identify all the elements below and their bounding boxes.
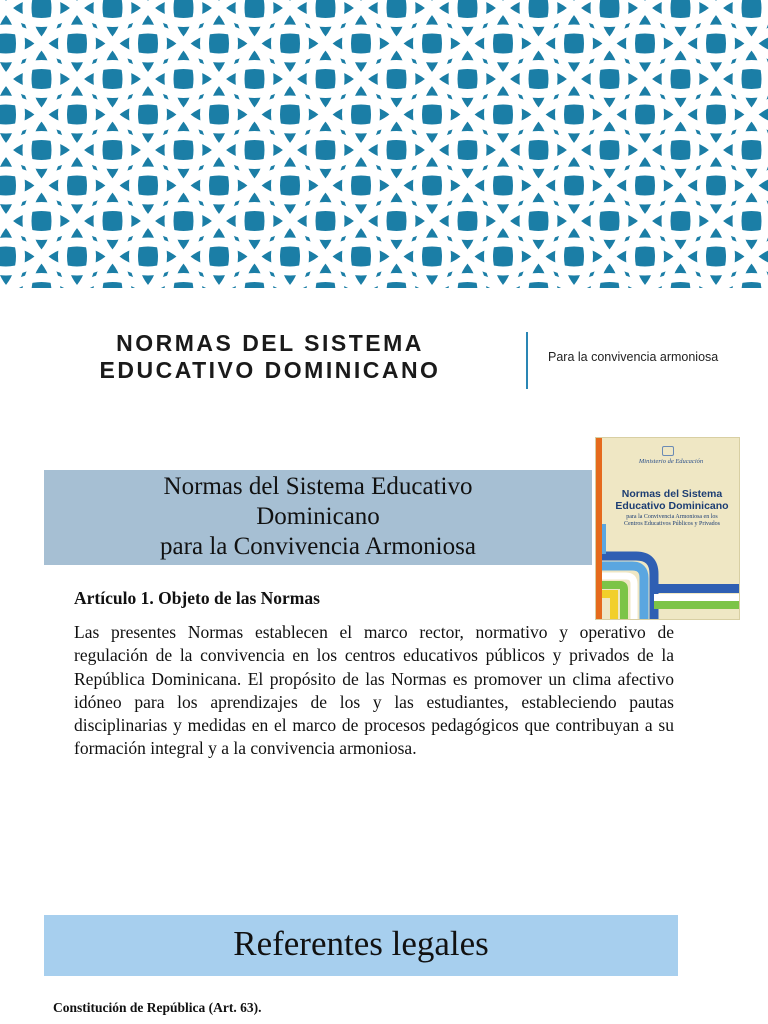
band-title-line-1: Normas del Sistema Educativo xyxy=(163,473,473,500)
band-title-line-2: Dominicano xyxy=(256,503,380,530)
slide-title-line-1: NORMAS DEL SISTEMA xyxy=(116,330,424,356)
cover-left-stripe xyxy=(596,438,602,620)
cover-subtitle-line-2: Centros Educativos Públicos y Privados xyxy=(624,521,720,527)
legal-section-title: Referentes legales xyxy=(233,924,489,963)
cover-title xyxy=(610,488,734,512)
slide-subtitle: Para la convivencia armoniosa xyxy=(548,350,719,364)
cover-subtitle xyxy=(610,514,734,528)
cover-title-line-2: Educativo Dominicano xyxy=(615,500,729,512)
article-heading: Artículo 1. Objeto de las Normas xyxy=(74,588,320,608)
crest-icon xyxy=(662,446,674,456)
band-title xyxy=(44,472,592,562)
decorative-pattern-header xyxy=(0,0,768,288)
article-body: Las presentes Normas establecen el marco rector, normativo y operativo de regulación de la convivencia en los centros educativos públicos y privados de la República Dominicana. El propósito de las Normas es promover un clima afectivo idóneo para los aprendizajes de los y las estudiantes, estableciendo pautas disciplinarias y medidas en el marco de procesos pedagógicos que contribuyan a su formación integral y a la convivencia armoniosa. xyxy=(74,622,674,759)
cover-subtitle-line-1: para la Convivencia Armoniosa en los xyxy=(626,514,718,520)
cover-ministry: Ministerio de Educación xyxy=(638,458,704,465)
cover-stripes-graphic xyxy=(596,438,740,620)
constitution-reference: Constitución de República (Art. 63). xyxy=(53,1000,262,1015)
book-cover-image xyxy=(595,437,740,620)
slide-title xyxy=(30,330,510,384)
band-title-line-3: para la Convivencia Armoniosa xyxy=(160,533,476,560)
cover-title-line-1: Normas del Sistema xyxy=(621,488,723,500)
title-divider xyxy=(526,332,528,389)
slide-title-line-2: EDUCATIVO DOMINICANO xyxy=(99,357,441,383)
